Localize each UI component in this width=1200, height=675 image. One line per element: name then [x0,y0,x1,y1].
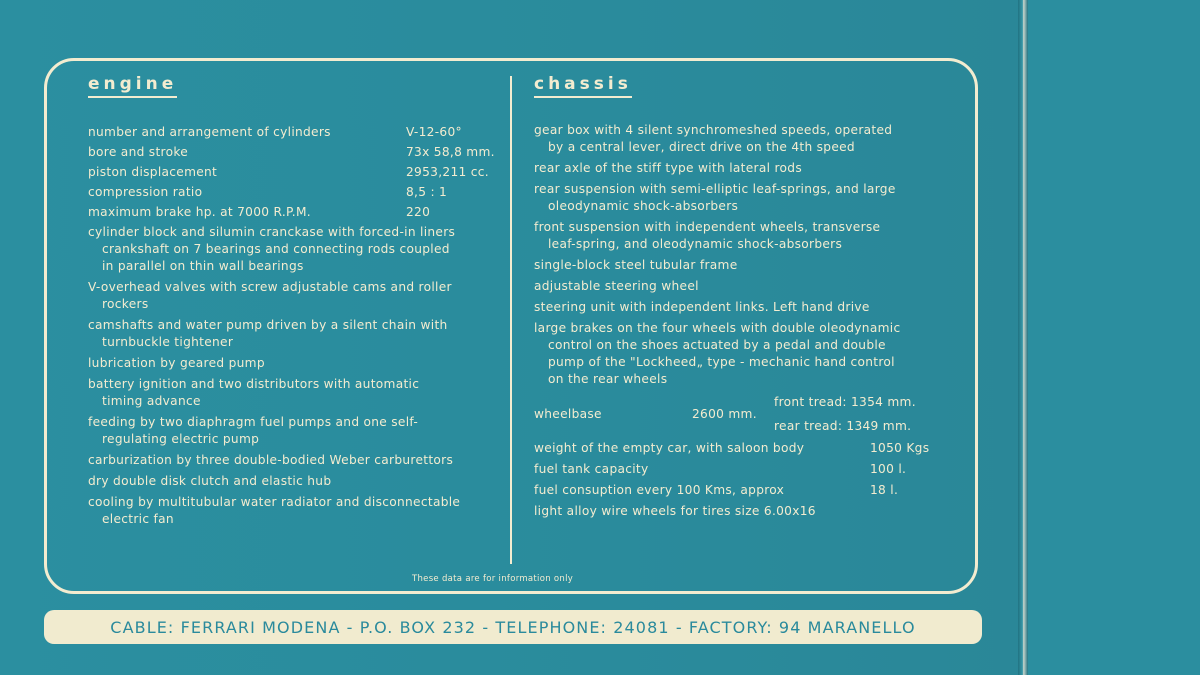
spec-value: 18 l. [870,483,899,497]
wheelbase-label: wheelbase [534,407,602,421]
engine-specs [88,124,498,532]
spec-value: V-12-60° [406,125,462,139]
spec-row [88,204,498,224]
spec-label: number and arrangement of cylinders [88,125,331,139]
spec-line: leaf-spring, and oleodynamic shock-absorbers [548,237,843,251]
spec-item [534,122,944,156]
spec-item [534,278,944,295]
spec-item [88,355,498,372]
spec-item [534,160,944,177]
spec-line: crankshaft on 7 bearings and connecting rods coupled [102,242,450,256]
spec-label: light alloy wire wheels for tires size 6.00x16 [534,504,816,518]
spec-label: bore and stroke [88,145,189,159]
spec-line: turnbuckle tightener [102,335,234,349]
spec-item [534,299,944,316]
spec-row [534,440,944,461]
spec-label: piston displacement [88,165,218,179]
spec-value: 100 l. [870,462,907,476]
spec-label: weight of the empty car, with saloon body [534,441,805,455]
spec-line: V-overhead valves with screw adjustable cams and roller [88,280,452,294]
wheelbase-value: 2600 mm. [692,407,757,421]
spec-value: 1050 Kgs [870,441,930,455]
spec-line: carburization by three double-bodied Weber carburettors [88,453,454,467]
spec-item [534,257,944,274]
spec-value: 73x 58,8 mm. [406,145,495,159]
spec-line: pump of the "Lockheed„ type - mechanic hand control [548,355,895,369]
spec-line: cooling by multitubular water radiator and disconnectable [88,495,461,509]
spec-value: 2953,211 cc. [406,165,489,179]
spec-item [88,473,498,490]
spec-item [88,224,498,275]
spec-line: large brakes on the four wheels with double oleodynamic [534,321,901,335]
spec-line: timing advance [102,394,201,408]
spec-row [88,184,498,204]
spec-item [88,414,498,448]
brochure-flap [1028,0,1200,675]
spec-item [88,376,498,410]
contact-line: CABLE: FERRARI MODENA - P.O. BOX 232 - TELEPHONE: 24081 - FACTORY: 94 MARANELLO [110,617,916,637]
spec-row [534,461,944,482]
spec-line: lubrication by geared pump [88,356,265,370]
chassis-specs [534,122,944,524]
spec-label: maximum brake hp. at 7000 R.P.M. [88,205,311,219]
spec-row [88,124,498,144]
spec-row [534,482,944,503]
spec-row [88,164,498,184]
spec-item [88,317,498,351]
chassis-heading: chassis [534,74,632,98]
spec-line: dry double disk clutch and elastic hub [88,474,332,488]
spec-item [88,452,498,469]
spec-line: on the rear wheels [548,372,668,386]
spec-row [534,503,944,524]
spec-value: 220 [406,205,431,219]
spec-item [88,494,498,528]
spacer [88,528,498,532]
spec-label: fuel consuption every 100 Kms, approx [534,483,785,497]
spec-label: fuel tank capacity [534,462,649,476]
spec-label: compression ratio [88,185,203,199]
spec-line: cylinder block and silumin cranckase with forced-in liners [88,225,456,239]
spec-item [88,279,498,313]
spec-row [88,144,498,164]
spec-item [534,219,944,253]
front-tread: front tread: 1354 mm. [774,395,916,409]
spec-line: front suspension with independent wheels, transverse [534,220,881,234]
wheelbase-block [534,392,944,436]
page-fold [1018,0,1028,675]
spec-line: single-block steel tubular frame [534,258,738,272]
spec-line: oleodynamic shock-absorbers [548,199,739,213]
spec-line: steering unit with independent links. Left hand drive [534,300,870,314]
spec-line: adjustable steering wheel [534,279,699,293]
spec-line: regulating electric pump [102,432,260,446]
disclaimer-note: These data are for information only [412,574,574,584]
spec-line: in parallel on thin wall bearings [102,259,304,273]
spec-item [534,320,944,388]
spec-value: 8,5 : 1 [406,185,448,199]
engine-heading: engine [88,74,177,98]
spec-line: by a central lever, direct drive on the 4th speed [548,140,855,154]
contact-footer [44,610,982,644]
rear-tread: rear tread: 1349 mm. [774,419,912,433]
column-divider [510,76,512,564]
spec-line: rear axle of the stiff type with lateral rods [534,161,802,175]
spec-item [534,181,944,215]
spec-line: rear suspension with semi-elliptic leaf-springs, and large [534,182,896,196]
spec-line: electric fan [102,512,174,526]
spec-line: battery ignition and two distributors with automatic [88,377,420,391]
spec-line: gear box with 4 silent synchromeshed speeds, operated [534,123,893,137]
spec-line: rockers [102,297,149,311]
spec-line: feeding by two diaphragm fuel pumps and one self- [88,415,419,429]
spec-line: control on the shoes actuated by a pedal and double [548,338,886,352]
spec-line: camshafts and water pump driven by a silent chain with [88,318,448,332]
